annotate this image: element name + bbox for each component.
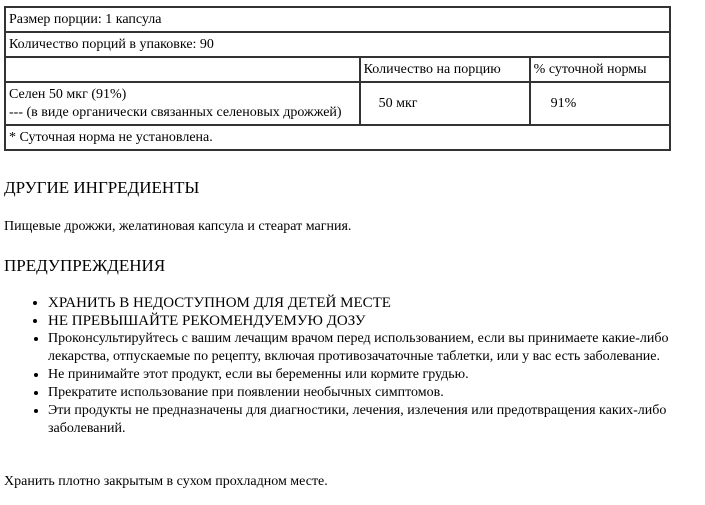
warnings-heading: ПРЕДУПРЕЖДЕНИЯ xyxy=(4,256,166,275)
warning-item-6: • Эти продукты не предназначены для диагностики, лечения, излечения или предотвращения каких-либо заболеваний. xyxy=(48,402,698,438)
warnings-list xyxy=(0,294,698,438)
ingredient-row xyxy=(5,82,670,125)
footnote-cell: * Суточная норма не установлена. xyxy=(5,125,670,150)
storage-text: Хранить плотно закрытым в сухом прохладном месте. xyxy=(4,474,328,489)
servings-per-container-row xyxy=(5,32,670,57)
serving-size-row xyxy=(5,7,670,32)
ingredient-dv-cell: 91% xyxy=(530,82,670,125)
ingredient-amount-cell: 50 мкг xyxy=(360,82,530,125)
footnote-row xyxy=(5,125,670,150)
header-empty-cell xyxy=(5,57,360,82)
warning-item-1: • ХРАНИТЬ В НЕДОСТУПНОМ ДЛЯ ДЕТЕЙ МЕСТЕ xyxy=(48,294,698,312)
supplement-facts-table xyxy=(4,6,671,151)
warning-item-4: • Не принимайте этот продукт, если вы беременны или кормите грудью. xyxy=(48,366,698,384)
other-ingredients-heading: ДРУГИЕ ИНГРЕДИЕНТЫ xyxy=(4,178,200,197)
warning-item-2: • НЕ ПРЕВЫШАЙТЕ РЕКОМЕНДУЕМУЮ ДОЗУ xyxy=(48,312,698,330)
warning-item-3: • Проконсультируйтесь с вашим лечащим врачом перед использованием, если вы принимаете какие-либо лекарства, отпускаемые по рецепту, включая противозачаточные таблетки, или у вас есть заболевание. xyxy=(48,330,698,366)
other-ingredients-text: Пищевые дрожжи, желатиновая капсула и стеарат магния. xyxy=(4,219,352,234)
ingredient-source: --- (в виде органически связанных селеновых дрожжей) xyxy=(9,105,342,120)
warning-item-5: • Прекратите использование при появлении необычных симптомов. xyxy=(48,384,698,402)
header-dv-cell: % суточной нормы xyxy=(530,57,670,82)
header-amount-cell: Количество на порцию xyxy=(360,57,530,82)
ingredient-name-cell xyxy=(5,82,360,125)
ingredient-name: Селен 50 мкг (91%) xyxy=(9,87,127,102)
serving-size-cell: Размер порции: 1 капсула xyxy=(5,7,670,32)
servings-per-container-cell: Количество порций в упаковке: 90 xyxy=(5,32,670,57)
table-header-row xyxy=(5,57,670,82)
